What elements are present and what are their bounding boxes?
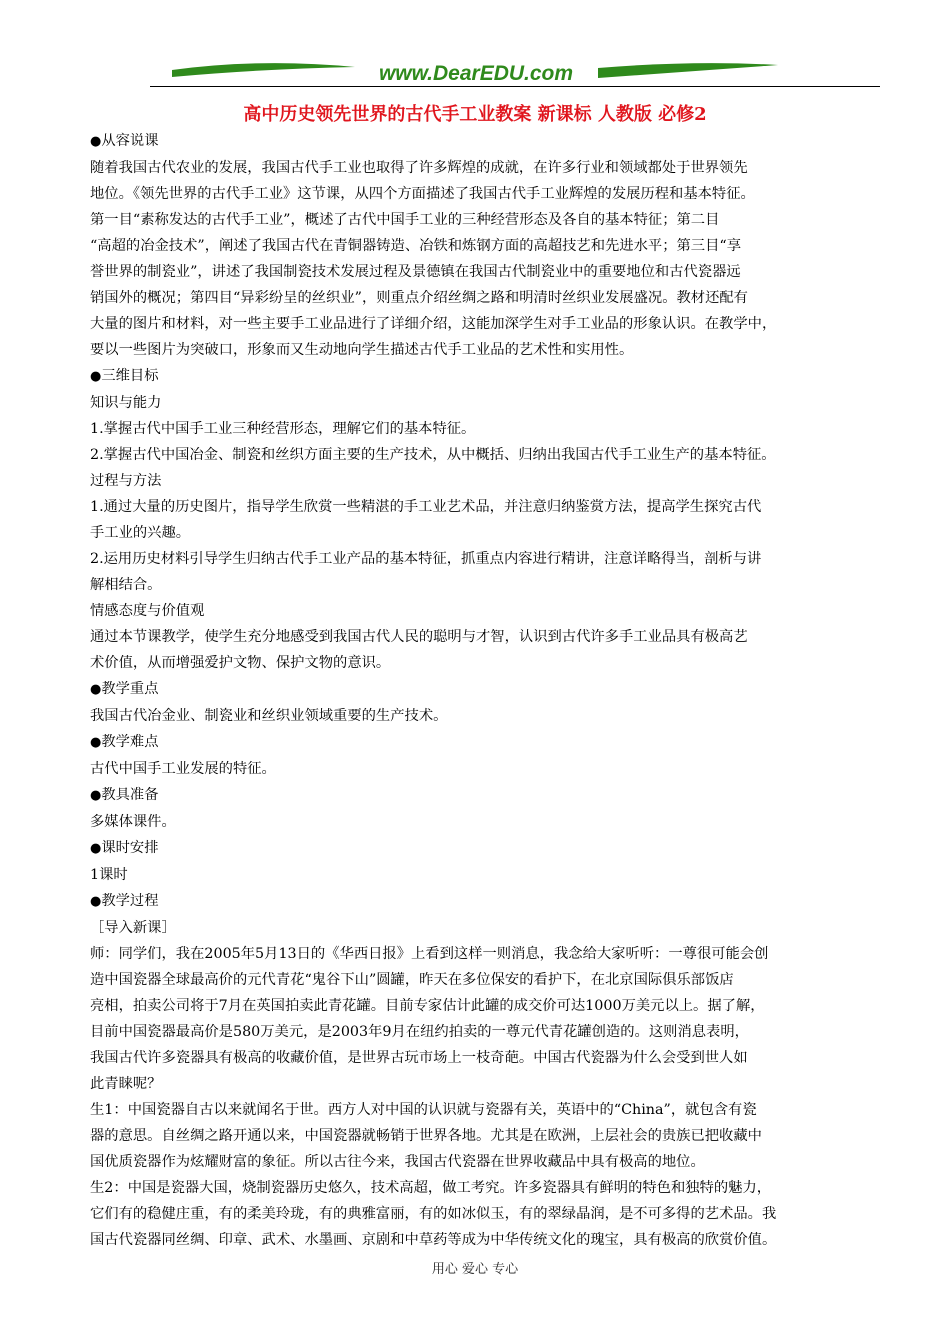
paragraph-line: 国优质瓷器作为炫耀财富的象征。所以古往今来，我国古代瓷器在世界收藏品中具有极高的地位。 (90, 1154, 705, 1170)
paragraph-line: 生2：中国是瓷器大国，烧制瓷器历史悠久，技术高超，做工考究。许多瓷器具有鲜明的特色和独特的魅力， (90, 1180, 772, 1196)
paragraph-line: 生1：中国瓷器自古以来就闻名于世。西方人对中国的认识就与瓷器有关，英语中的“China”，就包含有瓷 (90, 1102, 757, 1118)
paragraph-line: 2.掌握古代中国冶金、制瓷和丝织方面主要的生产技术，从中概括、归纳出我国古代手工业生产的基本特征。 (90, 447, 776, 463)
subsection-heading: 情感态度与价值观 (90, 603, 205, 619)
section-heading-teaching-notes: ●从容说课 (90, 133, 159, 149)
paragraph-line: 造中国瓷器全球最高价的元代青花“鬼谷下山”圆罐，昨天在多位保安的看护下，在北京国际俱乐部饭店 (90, 972, 734, 988)
paragraph-line: 师：同学们，我在2005年5月13日的《华西日报》上看到这样一则消息，我念给大家听听：一尊很可能会创 (90, 946, 769, 962)
paragraph-line: 术价值，从而增强爱护文物、保护文物的意识。 (90, 655, 391, 671)
document-body (90, 128, 870, 1253)
paragraph-line: 多媒体课件。 (90, 814, 176, 830)
paragraph-line: 1课时 (90, 867, 128, 883)
section-heading-difficulties: ●教学难点 (90, 734, 159, 750)
paragraph-line: 2.运用历史材料引导学生归纳古代手工业产品的基本特征，抓重点内容进行精讲，注意详略得当，剖析与讲 (90, 551, 762, 567)
paragraph-line: 手工业的兴趣。 (90, 525, 191, 541)
paragraph-line: 销国外的概况；第四目“异彩纷呈的丝织业”，则重点介绍丝绸之路和明清时丝织业发展盛况。教材还配有 (90, 290, 748, 306)
paragraph-line: 国古代瓷器同丝绸、印章、武术、水墨画、京剧和中草药等成为中华传统文化的瑰宝，具有极高的欣赏价值。 (90, 1232, 777, 1248)
subsection-heading: 知识与能力 (90, 395, 162, 411)
paragraph-line: 我国古代许多瓷器具有极高的收藏价值，是世界古玩市场上一枝奇葩。中国古代瓷器为什么会受到世人如 (90, 1050, 748, 1066)
paragraph-line: 通过本节课教学，使学生充分地感受到我国古代人民的聪明与才智，认识到古代许多手工业品具有极高艺 (90, 629, 748, 645)
section-heading-schedule: ●课时安排 (90, 840, 159, 856)
logo-swoosh-left (172, 63, 355, 77)
paragraph-line: 誉世界的制瓷业”，讲述了我国制瓷技术发展过程及景德镇在我国古代制瓷业中的重要地位和古代瓷器远 (90, 264, 741, 280)
section-heading-objectives: ●三维目标 (90, 368, 159, 384)
bullet-icon: ● (90, 682, 102, 697)
paragraph-line: 大量的图片和材料，对一些主要手工业品进行了详细介绍，这能加深学生对手工业品的形象认识。在教学中， (90, 316, 777, 332)
paragraph-line: 它们有的稳健庄重，有的柔美玲珑，有的典雅富丽，有的如冰似玉，有的翠绿晶润，是不可多得的艺术品。我 (90, 1206, 777, 1222)
paragraph-line: 器的意思。自丝绸之路开通以来，中国瓷器就畅销于世界各地。尤其是在欧洲，上层社会的贵族已把收藏中 (90, 1128, 762, 1144)
subsection-heading: ［导入新课］ (90, 920, 176, 936)
paragraph-line: 要以一些图片为突破口，形象而又生动地向学生描述古代手工业品的艺术性和实用性。 (90, 342, 634, 358)
site-logo-banner (150, 58, 880, 88)
paragraph-line: 目前中国瓷器最高价是580万美元，是2003年9月在纽约拍卖的一尊元代青花罐创造的。这则消息表明， (90, 1024, 749, 1040)
document-title: 高中历史领先世界的古代手工业教案 新课标 人教版 必修2 (243, 104, 707, 125)
paragraph-line: 地位。《领先世界的古代手工业》这节课，从四个方面描述了我国古代手工业辉煌的发展历程和基本特征。 (90, 186, 755, 202)
paragraph-line: 古代中国手工业发展的特征。 (90, 761, 276, 777)
bullet-icon: ● (90, 735, 102, 750)
paragraph-line: 第一目“素称发达的古代手工业”，概述了古代中国手工业的三种经营形态及各自的基本特征；第二目 (90, 212, 720, 228)
paragraph-line: 我国古代冶金业、制瓷业和丝织业领域重要的生产技术。 (90, 708, 448, 724)
paragraph-line: 随着我国古代农业的发展，我国古代手工业也取得了许多辉煌的成就，在许多行业和领域都处于世界领先 (90, 160, 748, 176)
section-heading-key-points: ●教学重点 (90, 681, 159, 697)
paragraph-line: 解相结合。 (90, 577, 162, 593)
page-footer: 用心 爱心 专心 (431, 1262, 519, 1277)
paragraph-line: 1.通过大量的历史图片，指导学生欣赏一些精湛的手工业艺术品，并注意归纳鉴赏方法，提高学生探究古代 (90, 499, 762, 515)
bullet-icon: ● (90, 894, 102, 909)
logo-swoosh-right (598, 63, 778, 78)
paragraph-line: “高超的冶金技术”，阐述了我国古代在青铜器铸造、冶铁和炼钢方面的高超技艺和先进水平；第三目“享 (90, 238, 741, 254)
header-divider (150, 86, 880, 87)
page-header (150, 58, 880, 102)
bullet-icon: ● (90, 788, 102, 803)
site-logo-text: www.DearEDU.com (378, 62, 574, 85)
paragraph-line: 亮相，拍卖公司将于7月在英国拍卖此青花罐。目前专家估计此罐的成交价可达1000万美元以上。据了解， (90, 998, 765, 1014)
bullet-icon: ● (90, 369, 102, 384)
bullet-icon: ● (90, 841, 102, 856)
bullet-icon: ● (90, 134, 102, 149)
section-heading-materials: ●教具准备 (90, 787, 159, 803)
paragraph-line: 此青睐呢？ (90, 1076, 162, 1092)
paragraph-line: 1.掌握古代中国手工业三种经营形态，理解它们的基本特征。 (90, 421, 476, 437)
subsection-heading: 过程与方法 (90, 473, 162, 489)
section-heading-process: ●教学过程 (90, 893, 159, 909)
